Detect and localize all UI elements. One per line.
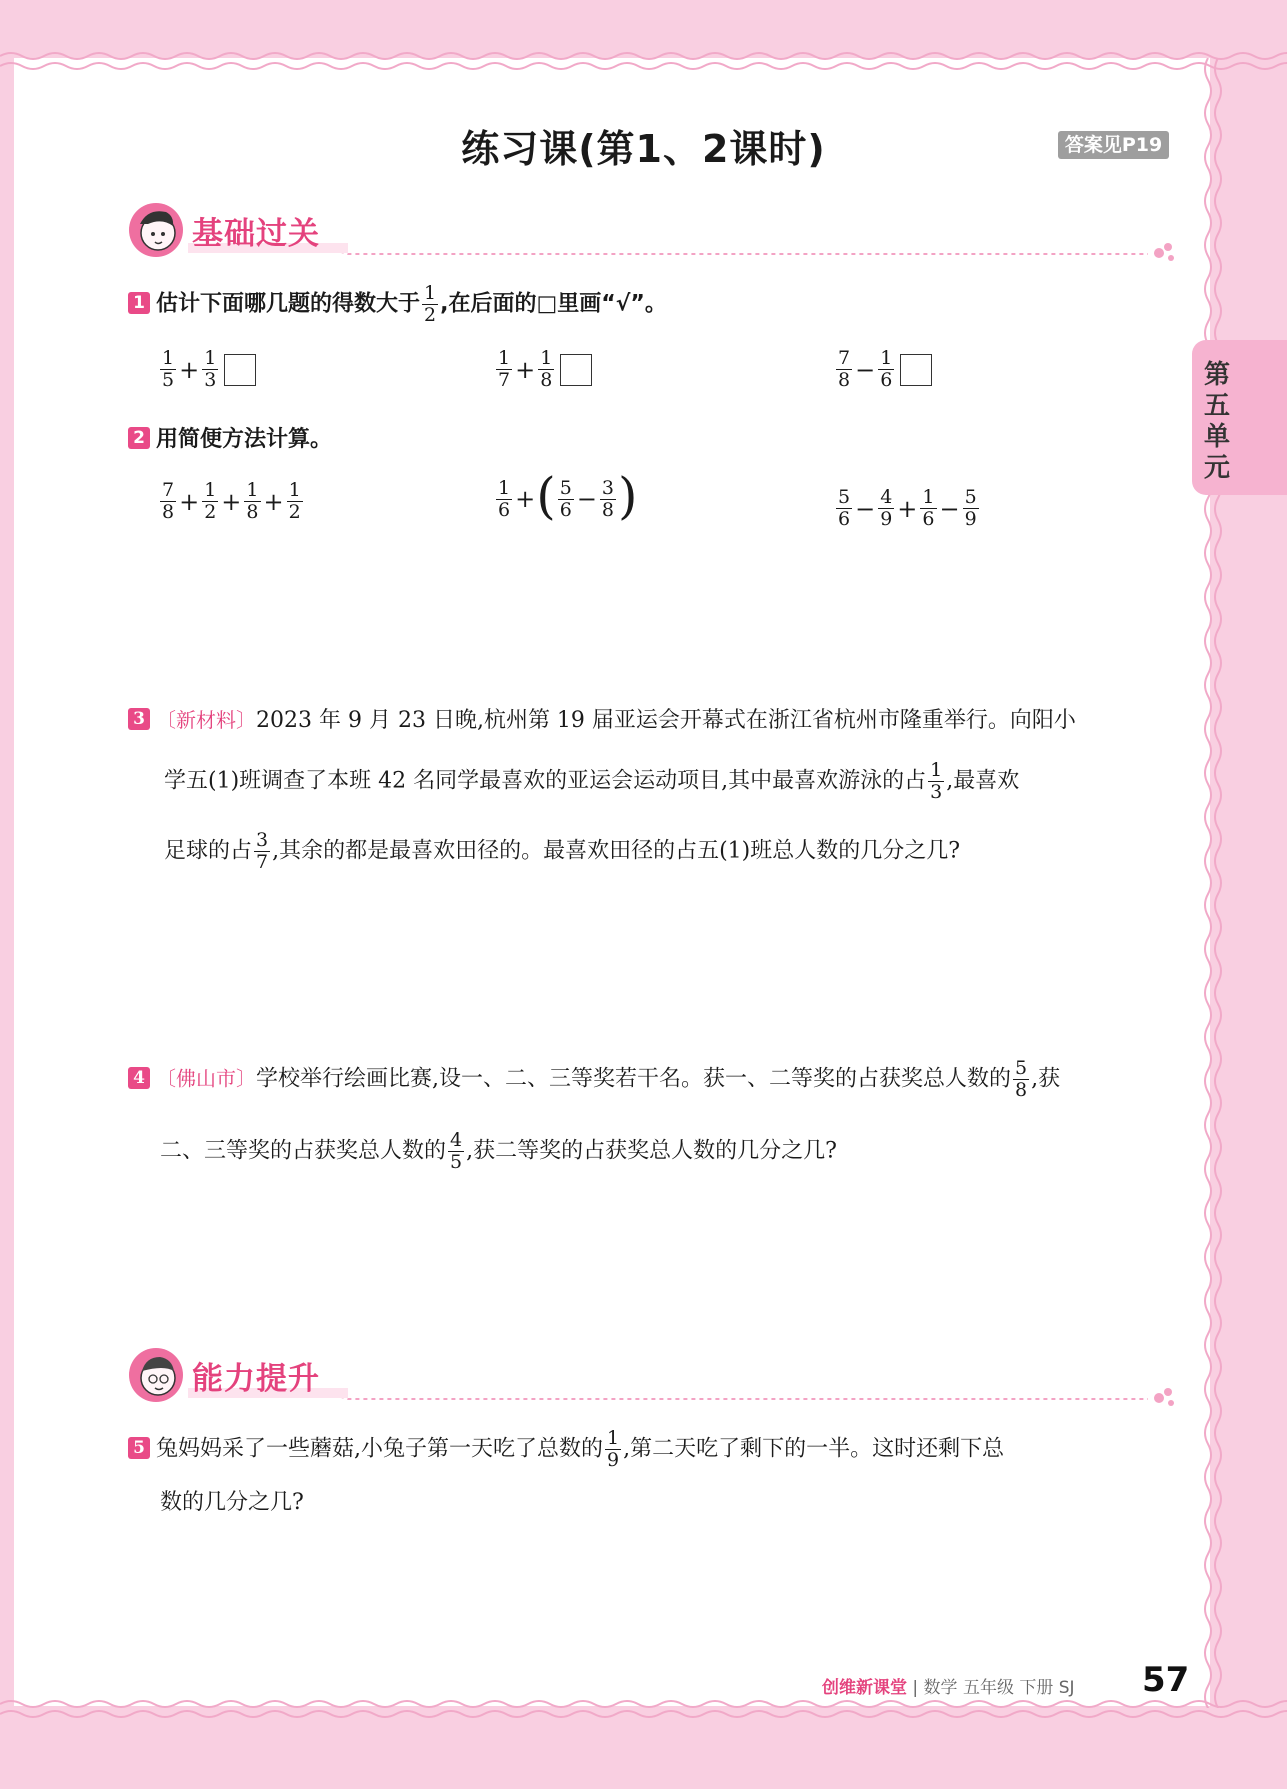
fraction: $\frac{1}{2}$ xyxy=(204,479,217,523)
fraction: $\frac{5}{8}$ xyxy=(1015,1057,1028,1101)
section-header-advanced xyxy=(128,1347,1178,1407)
q3-line3-before: 足球的占 xyxy=(164,838,253,864)
section-header-basic xyxy=(128,202,1178,262)
q1-text-before: 估计下面哪几题的得数大于 xyxy=(156,291,421,317)
fraction: $\frac{1}{3}$ xyxy=(930,759,943,803)
q1-prompt-fraction: $\frac{1}{2}$ xyxy=(424,282,437,326)
question-2-prompt xyxy=(128,425,332,455)
girl-avatar-icon xyxy=(128,202,184,258)
operator: − xyxy=(855,494,876,523)
question-5-line-2: 数的几分之几? xyxy=(160,1490,304,1515)
q3-line3-after: ,其余的都是最喜欢田径的。最喜欢田径的占五(1)班总人数的几分之几? xyxy=(272,838,961,864)
answer-checkbox-1[interactable] xyxy=(224,354,256,386)
operator: + xyxy=(515,355,536,384)
question-5-line-1 xyxy=(128,1428,1004,1471)
fraction: $\frac{3}{8}$ xyxy=(601,476,615,521)
unit-side-tab-label: 第五单元 xyxy=(1203,360,1230,483)
q5-line1-after: ,第二天吃了剩下的一半。这时还剩下总 xyxy=(623,1436,1005,1462)
q1-item-2 xyxy=(494,348,592,391)
question-5-number: 5 xyxy=(128,1437,150,1459)
top-wave-border xyxy=(0,44,1287,84)
question-4-number: 4 xyxy=(128,1067,150,1089)
fraction: $\frac{1}{6}$ xyxy=(498,476,511,521)
fraction: $\frac{4}{5}$ xyxy=(450,1129,463,1173)
operator: + xyxy=(897,494,918,523)
footer-book-info xyxy=(822,1673,1075,1698)
question-3-line-2 xyxy=(164,760,1019,803)
question-3-line-3 xyxy=(164,830,960,873)
right-parenthesis: ) xyxy=(618,467,638,525)
q3-source-tag: 〔新材料〕 xyxy=(156,708,256,732)
q4-source-tag: 〔佛山市〕 xyxy=(156,1066,256,1091)
q5-line1-before: 兔妈妈采了一些蘑菇,小兔子第一天吃了总数的 xyxy=(156,1436,603,1462)
right-wave-border xyxy=(1196,58,1236,1708)
fraction: $\frac{3}{7}$ xyxy=(256,829,269,873)
fraction: $\frac{1}{8}$ xyxy=(246,479,259,523)
fraction: $\frac{1}{7}$ xyxy=(498,347,511,391)
bottom-wave-border xyxy=(0,1690,1287,1730)
answer-checkbox-2[interactable] xyxy=(560,354,592,386)
answer-checkbox-3[interactable] xyxy=(900,354,932,386)
question-4-line-2 xyxy=(160,1130,837,1173)
operator: + xyxy=(263,487,284,516)
footer-info: 数学 五年级 下册 SJ xyxy=(923,1678,1075,1698)
q4-line2-after: ,获二等奖的占获奖总人数的几分之几? xyxy=(466,1138,837,1164)
q1-text-after: ,在后面的□里画“√”。 xyxy=(440,291,667,317)
q3-line2-after: ,最喜欢 xyxy=(946,768,1020,794)
q3-line2-before: 学五(1)班调查了本班 42 名同学最喜欢的亚运会运动项目,其中最喜欢游泳的占 xyxy=(164,768,927,794)
q2-expression-3 xyxy=(834,487,981,530)
q1-item-3 xyxy=(834,348,932,391)
left-parenthesis: ( xyxy=(536,467,556,525)
fraction: $\frac{4}{9}$ xyxy=(880,486,893,530)
question-3-line-1 xyxy=(128,705,1076,736)
q4-line2-before: 二、三等奖的占获奖总人数的 xyxy=(160,1138,447,1164)
q3-line1: 2023 年 9 月 23 日晚,杭州第 19 届亚运会开幕式在浙江省杭州市隆重举行。向阳小 xyxy=(256,708,1076,733)
fraction: $\frac{5}{6}$ xyxy=(559,476,572,521)
q2-expression-1 xyxy=(158,480,305,523)
operator: + xyxy=(221,487,242,516)
page-number: 57 xyxy=(1142,1660,1190,1700)
fraction: $\frac{7}{8}$ xyxy=(162,479,175,523)
q1-item-1 xyxy=(158,348,256,391)
fraction: $\frac{5}{6}$ xyxy=(838,486,851,530)
operator: + xyxy=(179,355,200,384)
q2-text: 用简便方法计算。 xyxy=(156,427,333,452)
fraction: $\frac{1}{3}$ xyxy=(204,347,217,391)
q2-expression-2 xyxy=(494,467,638,525)
operator: + xyxy=(515,485,536,513)
fraction: $\frac{1}{6}$ xyxy=(880,347,893,391)
section-title-advanced: 能力提升 xyxy=(192,1361,320,1397)
section-title-basic: 基础过关 xyxy=(192,216,320,252)
operator: + xyxy=(179,487,200,516)
fraction: $\frac{1}{6}$ xyxy=(922,486,935,530)
question-2-number: 2 xyxy=(128,427,150,449)
operator: − xyxy=(576,485,597,513)
fraction: $\frac{1}{2}$ xyxy=(288,479,301,523)
operator: − xyxy=(939,494,960,523)
question-3-number: 3 xyxy=(128,708,150,730)
fraction: $\frac{1}{8}$ xyxy=(540,347,553,391)
footer-brand: 创维新课堂 xyxy=(822,1678,907,1698)
page-title: 练习课(第1、2课时) xyxy=(461,127,826,171)
question-1-prompt xyxy=(128,283,667,326)
boy-avatar-icon xyxy=(128,1347,184,1403)
fraction: $\frac{1}{9}$ xyxy=(607,1427,620,1471)
q4-line1-before: 学校举行绘画比赛,设一、二、三等奖若干名。获一、二等奖的占获奖总人数的 xyxy=(256,1066,1011,1092)
footer-separator: | xyxy=(912,1678,919,1698)
operator: − xyxy=(855,355,876,384)
fraction: $\frac{1}{5}$ xyxy=(162,347,175,391)
answer-reference-badge: 答案见P19 xyxy=(1058,131,1169,159)
fraction: $\frac{5}{9}$ xyxy=(964,486,977,530)
question-1-number: 1 xyxy=(128,292,150,314)
fraction: $\frac{7}{8}$ xyxy=(838,347,851,391)
q4-line1-after: ,获 xyxy=(1031,1066,1061,1092)
question-4-line-1 xyxy=(128,1058,1060,1101)
